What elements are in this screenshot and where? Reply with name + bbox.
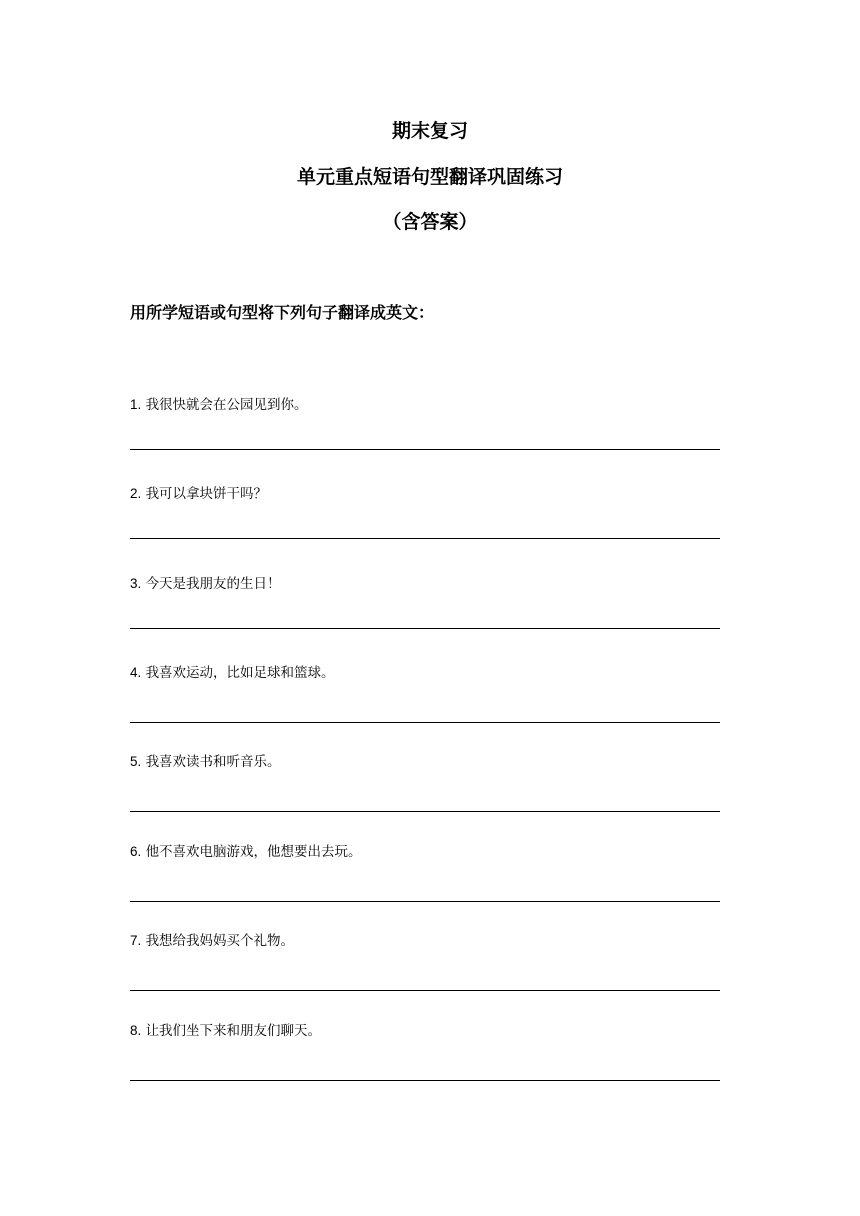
- question-item: [130, 575, 720, 635]
- answer-line[interactable]: [130, 901, 720, 902]
- question-sentence: 我喜欢读书和听音乐。: [145, 754, 281, 770]
- question-item: [130, 932, 720, 992]
- question-number: 6.: [130, 844, 142, 859]
- title-line-1: 期末复习: [391, 120, 468, 142]
- question-sentence: 我喜欢运动，比如足球和篮球。: [145, 665, 335, 681]
- question-item: [130, 664, 720, 724]
- question-sentence: 我可以拿块饼干吗？: [145, 486, 268, 502]
- question-text: [130, 843, 362, 861]
- question-number: 5.: [130, 754, 142, 769]
- question-item: [130, 843, 720, 903]
- question-text: [130, 396, 308, 414]
- answer-line[interactable]: [130, 990, 720, 991]
- question-sentence: 我很快就会在公园见到你。: [145, 397, 308, 413]
- question-sentence: 我想给我妈妈买个礼物。: [145, 933, 295, 949]
- question-item: [130, 1022, 720, 1082]
- question-item: [130, 753, 720, 813]
- question-text: [130, 753, 281, 771]
- question-text: [130, 664, 335, 682]
- answer-line[interactable]: [130, 811, 720, 812]
- question-number: 2.: [130, 486, 142, 501]
- question-sentence: 他不喜欢电脑游戏，他想要出去玩。: [145, 844, 362, 860]
- question-text: [130, 485, 267, 503]
- answer-line[interactable]: [130, 628, 720, 629]
- answer-line[interactable]: [130, 722, 720, 723]
- answer-line[interactable]: [130, 449, 720, 450]
- question-number: 1.: [130, 397, 142, 412]
- title-line-3: （含答案）: [382, 211, 478, 233]
- question-text: [130, 1022, 321, 1040]
- question-number: 4.: [130, 665, 142, 680]
- question-text: [130, 575, 281, 593]
- question-item: [130, 396, 720, 456]
- question-text: [130, 932, 294, 950]
- question-number: 7.: [130, 933, 142, 948]
- question-number: 3.: [130, 576, 142, 591]
- question-item: [130, 485, 720, 545]
- answer-line[interactable]: [130, 538, 720, 539]
- question-sentence: 今天是我朋友的生日！: [145, 576, 281, 592]
- instruction-heading: 用所学短语或句型将下列句子翻译成英文：: [130, 303, 435, 322]
- question-number: 8.: [130, 1023, 142, 1038]
- answer-line[interactable]: [130, 1080, 720, 1081]
- question-sentence: 让我们坐下来和朋友们聊天。: [145, 1023, 322, 1039]
- title-line-2: 单元重点短语句型翻译巩固练习: [296, 166, 563, 188]
